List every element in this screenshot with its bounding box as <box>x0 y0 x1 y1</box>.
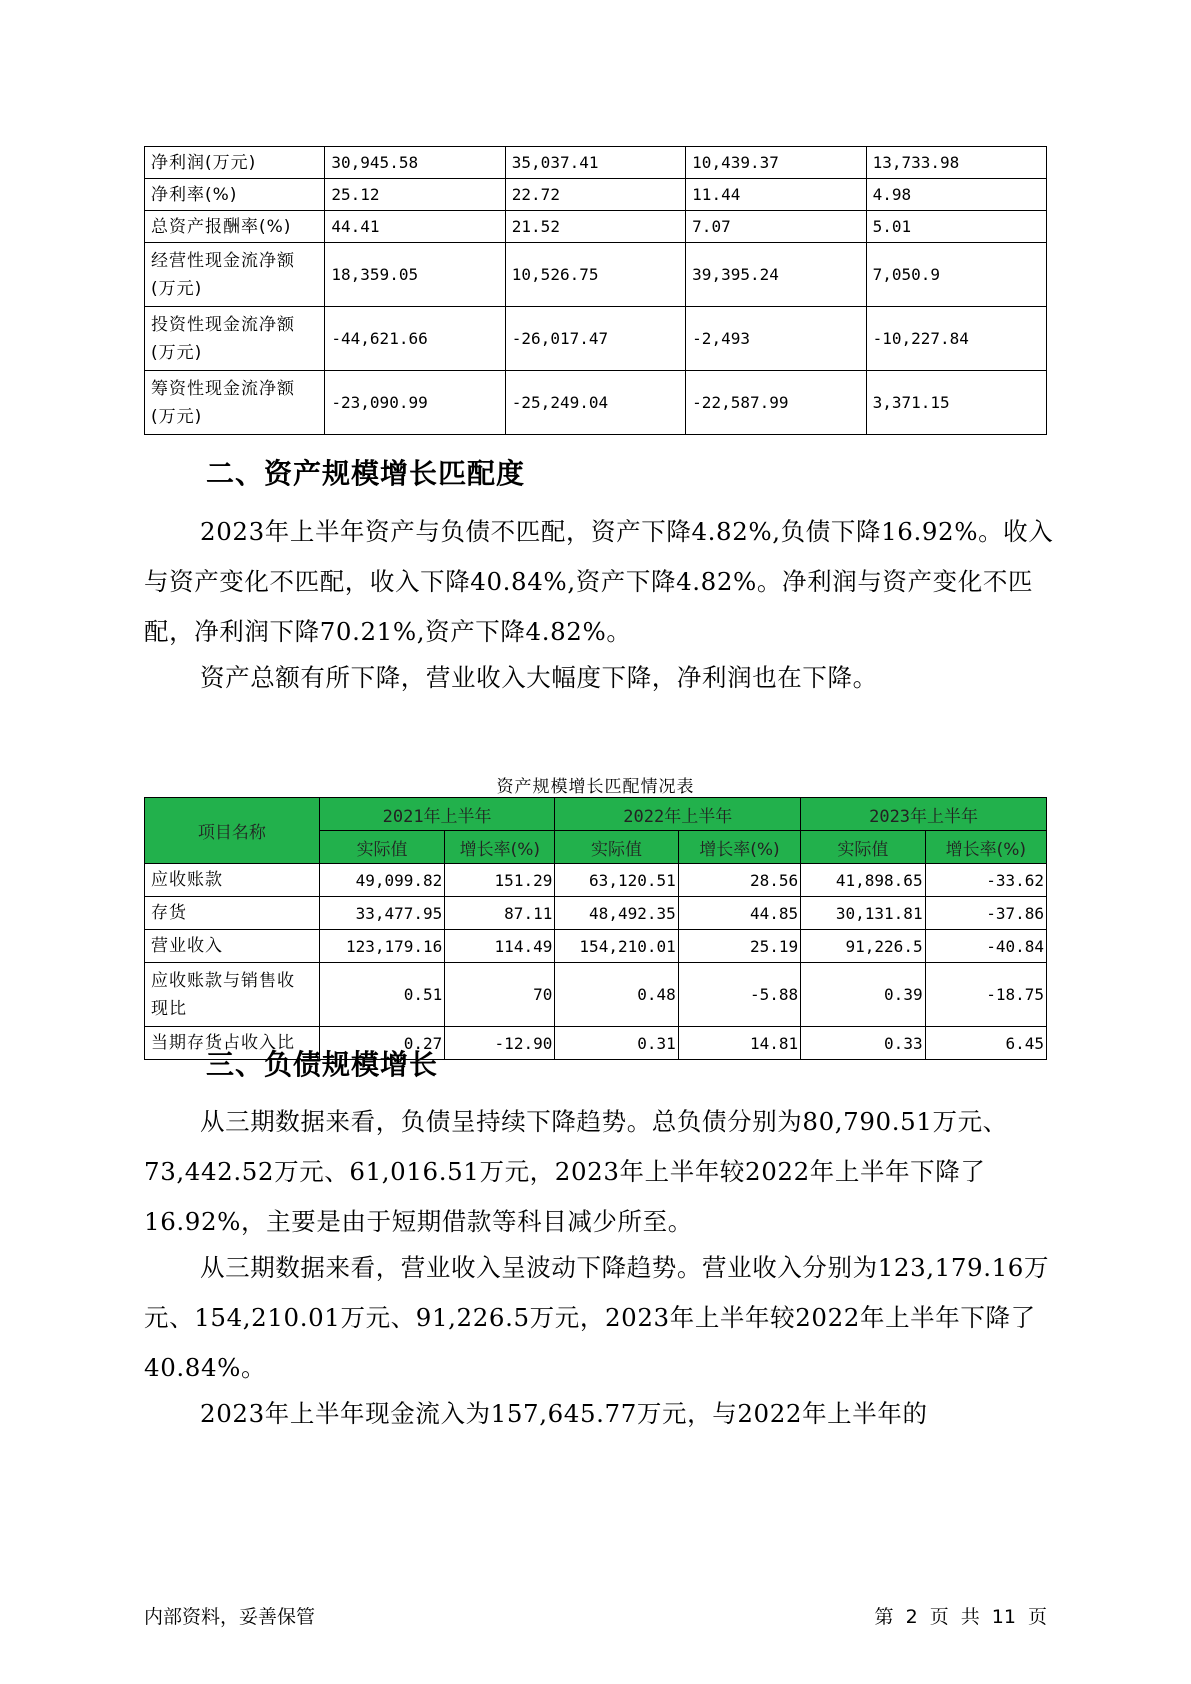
row-label: 应收账款与销售收现比 <box>145 963 320 1027</box>
table-cell: 28.56 <box>678 864 800 897</box>
table-row <box>145 371 1047 435</box>
table-cell: 7,050.9 <box>866 243 1046 307</box>
table-cell: 151.29 <box>445 864 555 897</box>
table-row <box>145 864 1047 897</box>
footer-page-number: 第 2 页 共 11 页 <box>874 1606 1047 1628</box>
table-cell: 123,179.16 <box>319 930 444 963</box>
section2-heading: 二、资产规模增长匹配度 <box>206 457 526 490</box>
table-cell: 49,099.82 <box>319 864 444 897</box>
table-cell: 14.81 <box>678 1027 800 1060</box>
table-row <box>145 897 1047 930</box>
header-actual: 实际值 <box>801 831 925 864</box>
header-growth: 增长率(%) <box>925 831 1046 864</box>
table-row <box>145 179 1047 211</box>
row-label: 当期存货占收入比 <box>145 1027 320 1060</box>
table-cell: 44.41 <box>325 211 505 243</box>
table-cell: -26,017.47 <box>505 307 685 371</box>
row-label: 经营性现金流净额(万元) <box>145 243 325 307</box>
table-cell: 4.98 <box>866 179 1046 211</box>
table-row <box>145 243 1047 307</box>
table-cell: 11.44 <box>686 179 866 211</box>
table-cell: 25.12 <box>325 179 505 211</box>
table-cell: 39,395.24 <box>686 243 866 307</box>
table-cell: -10,227.84 <box>866 307 1046 371</box>
table-cell: -40.84 <box>925 930 1046 963</box>
row-label: 存货 <box>145 897 320 930</box>
table-cell: -44,621.66 <box>325 307 505 371</box>
header-growth: 增长率(%) <box>678 831 800 864</box>
asset-match-table <box>144 797 1047 1060</box>
table-cell: 21.52 <box>505 211 685 243</box>
table-cell: 22.72 <box>505 179 685 211</box>
row-label: 投资性现金流净额(万元) <box>145 307 325 371</box>
table-cell: 10,439.37 <box>686 147 866 179</box>
table-cell: 6.45 <box>925 1027 1046 1060</box>
table-cell: 41,898.65 <box>801 864 925 897</box>
table-cell: 63,120.51 <box>555 864 678 897</box>
header-period-2023: 2023年上半年 <box>801 798 1047 831</box>
table-cell: 0.27 <box>319 1027 444 1060</box>
metrics-table <box>144 146 1047 435</box>
table-cell: -2,493 <box>686 307 866 371</box>
header-growth: 增长率(%) <box>445 831 555 864</box>
header-actual: 实际值 <box>555 831 678 864</box>
table-row <box>145 147 1047 179</box>
table-cell: 7.07 <box>686 211 866 243</box>
section2-paragraph-1: 2023年上半年资产与负债不匹配，资产下降4.82%,负债下降16.92%。收入与资产变化不匹配，收入下降40.84%,资产下降4.82%。净利润与资产变化不匹配，净利润下降70.21%,资产下降4.82%。 <box>144 517 1054 646</box>
table-cell: 5.01 <box>866 211 1046 243</box>
section3-paragraph-2: 从三期数据来看，营业收入呈波动下降趋势。营业收入分别为123,179.16万元、154,210.01万元、91,226.5万元，2023年上半年较2022年上半年下降了40.84%。 <box>144 1253 1050 1382</box>
table-row <box>145 963 1047 1027</box>
table-cell: 0.33 <box>801 1027 925 1060</box>
table-cell: 10,526.75 <box>505 243 685 307</box>
table-cell: -22,587.99 <box>686 371 866 435</box>
row-label: 筹资性现金流净额(万元) <box>145 371 325 435</box>
table-caption: 资产规模增长匹配情况表 <box>496 777 695 797</box>
header-period-2021: 2021年上半年 <box>319 798 555 831</box>
table-cell: -12.90 <box>445 1027 555 1060</box>
table-cell: 33,477.95 <box>319 897 444 930</box>
table-cell: 0.31 <box>555 1027 678 1060</box>
row-label: 营业收入 <box>145 930 320 963</box>
table-cell: 87.11 <box>445 897 555 930</box>
table-cell: 30,131.81 <box>801 897 925 930</box>
table-cell: 0.51 <box>319 963 444 1027</box>
table-cell: 18,359.05 <box>325 243 505 307</box>
table-cell: 114.49 <box>445 930 555 963</box>
table-cell: 13,733.98 <box>866 147 1046 179</box>
footer-confidential-note: 内部资料，妥善保管 <box>144 1606 316 1628</box>
table-cell: 0.39 <box>801 963 925 1027</box>
table-row <box>145 211 1047 243</box>
section3-heading: 三、负债规模增长 <box>206 1048 439 1081</box>
table-cell: 44.85 <box>678 897 800 930</box>
row-label: 总资产报酬率(%) <box>145 211 325 243</box>
table-cell: 70 <box>445 963 555 1027</box>
table-cell: 0.48 <box>555 963 678 1027</box>
table-cell: -5.88 <box>678 963 800 1027</box>
table-cell: 25.19 <box>678 930 800 963</box>
header-period-2022: 2022年上半年 <box>555 798 801 831</box>
section3-paragraph-3: 2023年上半年现金流入为157,645.77万元，与2022年上半年的 <box>200 1399 928 1428</box>
table-cell: 3,371.15 <box>866 371 1046 435</box>
section3-paragraph-1: 从三期数据来看，负债呈持续下降趋势。总负债分别为80,790.51万元、73,442.52万元、61,016.51万元，2023年上半年较2022年上半年下降了16.92%，主要是由于短期借款等科目减少所至。 <box>144 1107 1008 1236</box>
table-cell: 30,945.58 <box>325 147 505 179</box>
table-row <box>145 930 1047 963</box>
table-cell: -18.75 <box>925 963 1046 1027</box>
table-row <box>145 307 1047 371</box>
table-cell: 48,492.35 <box>555 897 678 930</box>
row-label: 应收账款 <box>145 864 320 897</box>
row-label: 净利润(万元) <box>145 147 325 179</box>
table-cell: -33.62 <box>925 864 1046 897</box>
row-label: 净利率(%) <box>145 179 325 211</box>
header-item-name: 项目名称 <box>145 798 320 864</box>
table-cell: 35,037.41 <box>505 147 685 179</box>
table-cell: 91,226.5 <box>801 930 925 963</box>
table-cell: 154,210.01 <box>555 930 678 963</box>
table-cell: -37.86 <box>925 897 1046 930</box>
header-actual: 实际值 <box>319 831 444 864</box>
section2-paragraph-2: 资产总额有所下降，营业收入大幅度下降，净利润也在下降。 <box>200 663 878 692</box>
table-cell: -23,090.99 <box>325 371 505 435</box>
table-cell: -25,249.04 <box>505 371 685 435</box>
